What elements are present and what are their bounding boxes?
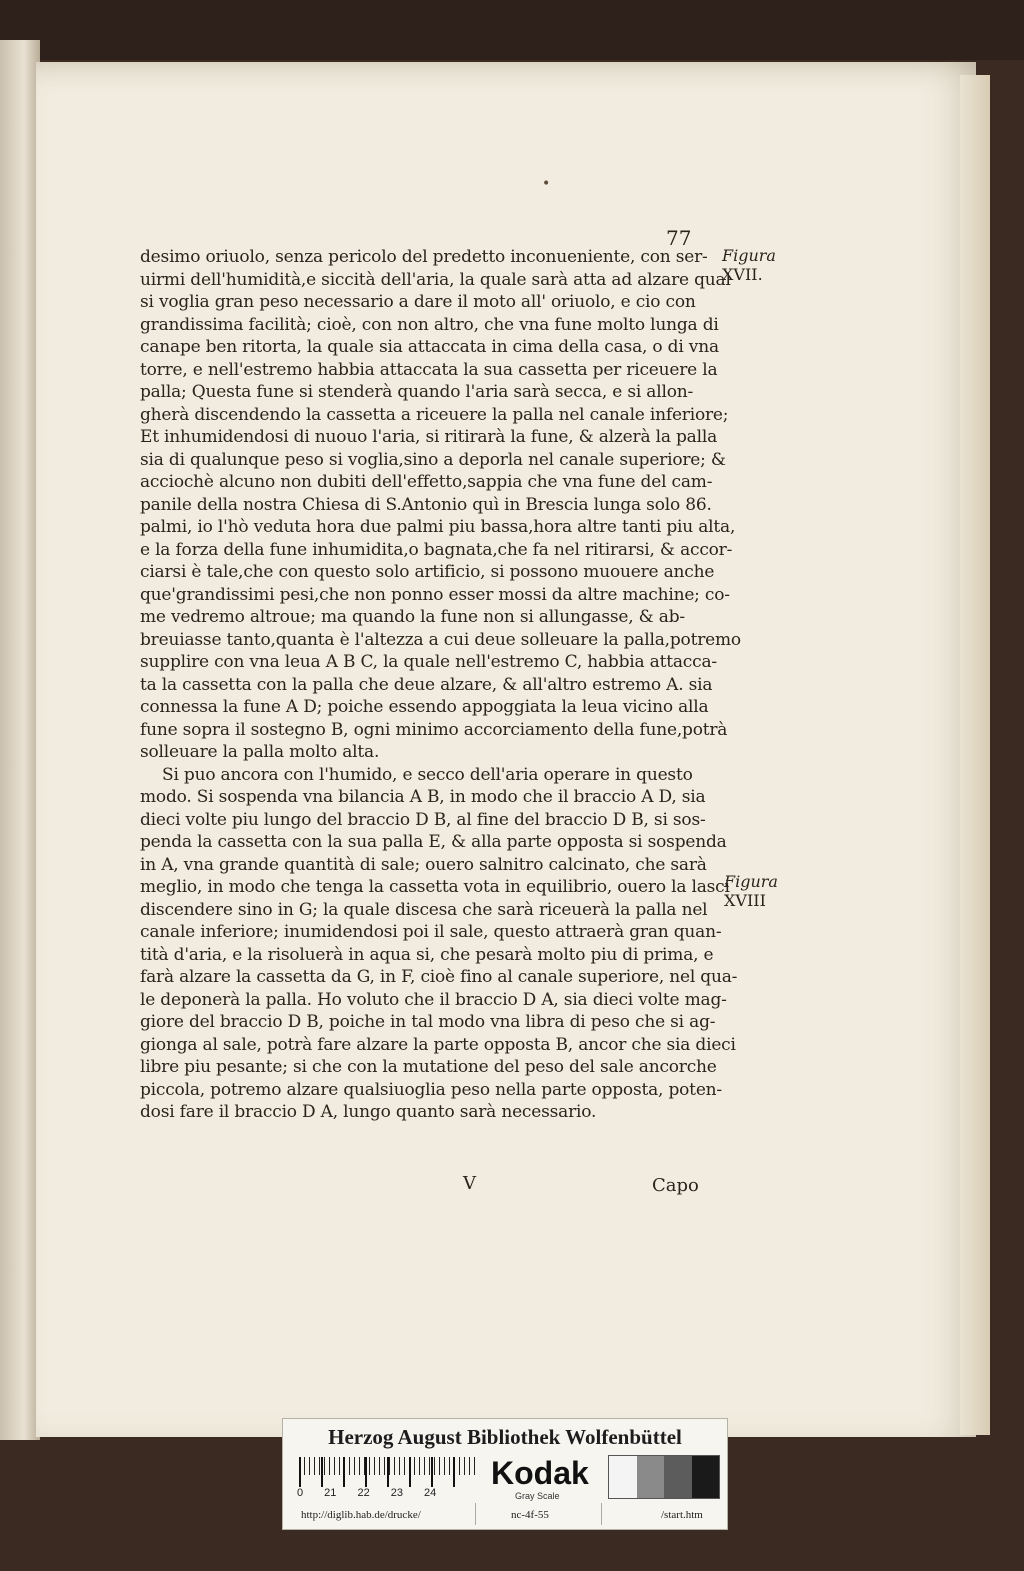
margin-note-label: Figura <box>722 246 776 265</box>
text-line: meglio, in modo che tenga la cassetta vota in equilibrio, ouero la lasci <box>140 877 730 897</box>
ink-mark: • <box>542 176 551 192</box>
text-line: sia di qualunque peso si voglia,sino a deporla nel canale superiore; & <box>140 449 726 470</box>
body-text <box>140 246 740 1124</box>
library-scan-card <box>282 1418 728 1530</box>
gray-scale-swatches <box>608 1455 720 1499</box>
text-line: e la forza della fune inhumidita,o bagnata,che fa nel ritirarsi, & accor- <box>140 539 733 560</box>
text-line: ta la cassetta con la palla che deue alzare, & all'altro estremo A. sia <box>140 674 713 695</box>
facing-page-edge <box>0 40 40 1440</box>
text-line: modo. Si sospenda vna bilancia A B, in modo che il braccio A D, sia <box>140 787 706 807</box>
kodak-logo: Kodak <box>491 1455 589 1491</box>
text-line: canape ben ritorta, la quale sia attaccata in cima della casa, o di vna <box>140 337 719 357</box>
text-line: uirmi dell'humidità,e siccità dell'aria, la quale sarà atta ad alzare qual <box>140 269 731 290</box>
page-number: 77 <box>666 226 692 250</box>
text-line: fune sopra il sostegno B, ogni minimo accorciamento della fune,potrà <box>140 719 728 740</box>
text-line: panile della nostra Chiesa di S.Antonio quì in Brescia lunga solo 86. <box>140 494 712 515</box>
text-line: gherà discendendo la cassetta a riceuere la palla nel canale inferiore; <box>140 404 729 425</box>
text-line: grandissima facilità; cioè, con non altro, che vna fune molto lunga di <box>140 314 719 335</box>
gray-swatch <box>637 1456 665 1498</box>
text-line: Et inhumidendosi di nuouo l'aria, si ritirarà la fune, & alzerà la palla <box>140 427 718 447</box>
measure-ruler-major-ticks <box>299 1457 475 1487</box>
library-title: Herzog August Bibliothek Wolfenbüttel <box>328 1425 682 1449</box>
ruler-numbers: 0 21 22 23 24 <box>297 1487 437 1499</box>
text-line: breuiasse tanto,quanta è l'altezza a cui deue solleuare la palla,potremo <box>140 629 741 650</box>
scan-background <box>0 0 1024 60</box>
margin-note-number: XVII. <box>722 265 763 284</box>
margin-note-number: XVIII <box>724 891 766 910</box>
text-line: palmi, io l'hò veduta hora due palmi piu bassa,hora altre tanti piu alta, <box>140 517 736 537</box>
text-line: discendere sino in G; la quale discesa che sarà riceuerà la palla nel <box>140 899 708 920</box>
text-line: palla; Questa fune si stenderà quando l'aria sarà secca, e si allon- <box>140 382 694 402</box>
text-line: in A, vna grande quantità di sale; ouero salnitro calcinato, che sarà <box>140 854 707 875</box>
url-mid: nc-4f-55 <box>511 1509 549 1521</box>
footer-separator <box>601 1503 602 1525</box>
text-line: le deponerà la palla. Ho voluto che il braccio D A, sia dieci volte mag- <box>140 989 727 1010</box>
text-line: tità d'aria, e la risoluerà in aqua si, che pesarà molto piu di prima, e <box>140 944 714 965</box>
margin-note-label: Figura <box>724 872 778 891</box>
url-right: /start.htm <box>661 1509 703 1521</box>
text-line: supplire con vna leua A B C, la quale nell'estremo C, habbia attacca- <box>140 652 717 672</box>
text-line: connessa la fune A D; poiche essendo appoggiata la leua vicino alla <box>140 697 709 717</box>
gray-swatch <box>692 1456 720 1498</box>
text-line: piccola, potremo alzare qualsiuoglia peso nella parte opposta, poten- <box>140 1079 722 1100</box>
signature-mark: V <box>463 1173 476 1194</box>
text-line: canale inferiore; inumidendosi poi il sale, questo attraerà gran quan- <box>140 922 722 942</box>
margin-note-figure-17 <box>722 246 776 284</box>
page-fore-edge <box>960 75 990 1435</box>
catchword: Capo <box>652 1175 699 1196</box>
text-line: giore del braccio D B, poiche in tal modo vna libra di peso che si ag- <box>140 1012 716 1032</box>
text-line: que'grandissimi pesi,che non ponno esser mossi da altre machine; co- <box>140 584 730 605</box>
text-line: ciarsi è tale,che con questo solo artificio, si possono muouere anche <box>140 562 715 582</box>
footer-separator <box>475 1503 476 1525</box>
text-line: desimo oriuolo, senza pericolo del predetto inconueniente, con ser- <box>140 247 708 267</box>
gray-swatch <box>609 1456 637 1498</box>
margin-note-figure-18 <box>724 872 778 910</box>
text-line: dieci volte piu lungo del braccio D B, al fine del braccio D B, si sos- <box>140 809 706 830</box>
gray-swatch <box>664 1456 692 1498</box>
text-line: si voglia gran peso necessario a dare il moto all' oriuolo, e cio con <box>140 292 696 312</box>
text-line: Si puo ancora con l'humido, e secco dell'aria operare in questo <box>162 764 693 785</box>
text-line: libre piu pesante; si che con la mutatione del peso del sale ancorche <box>140 1057 717 1077</box>
text-line: me vedremo altroue; ma quando la fune non si allungasse, & ab- <box>140 607 685 627</box>
text-line: gionga al sale, potrà fare alzare la parte opposta B, ancor che sia dieci <box>140 1034 736 1055</box>
text-line: torre, e nell'estremo habbia attaccata la sua cassetta per riceuere la <box>140 359 718 380</box>
text-line: dosi fare il braccio D A, lungo quanto sarà necessario. <box>140 1102 597 1122</box>
url-left: http://diglib.hab.de/drucke/ <box>301 1509 421 1521</box>
text-line: farà alzare la cassetta da G, in F, cioè fino al canale superiore, nel qua- <box>140 967 738 987</box>
text-line: penda la cassetta con la sua palla E, & alla parte opposta si sospenda <box>140 832 727 852</box>
gray-scale-label: Gray Scale <box>515 1491 560 1501</box>
text-line: acciochè alcuno non dubiti dell'effetto,sappia che vna fune del cam- <box>140 472 713 492</box>
text-line: solleuare la palla molto alta. <box>140 742 380 762</box>
